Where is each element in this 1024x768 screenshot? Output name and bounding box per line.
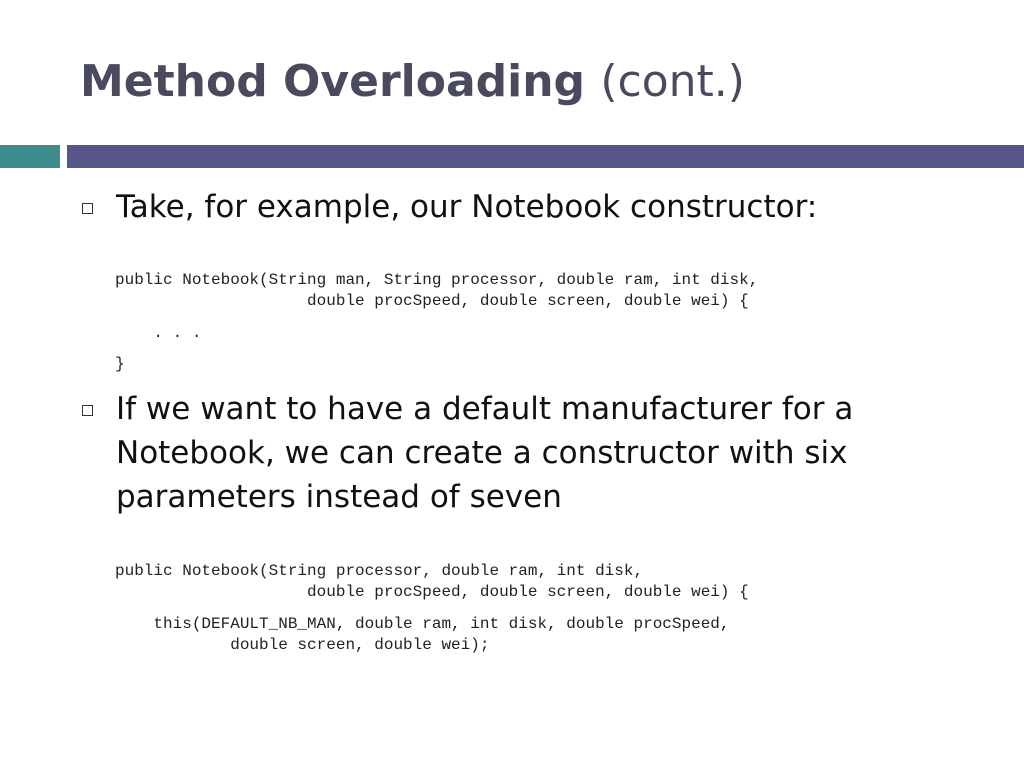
- title-accent-bar-teal: [0, 145, 60, 168]
- code-block-1-closing: }: [115, 355, 125, 373]
- code-block-2-body-line-2: double screen, double wei);: [115, 636, 490, 654]
- slide-title-main: Method Overloading: [80, 56, 586, 107]
- hollow-square-bullet-icon: [82, 405, 93, 416]
- hollow-square-bullet-icon: [82, 203, 93, 214]
- title-accent-bar-purple: [67, 145, 1024, 168]
- code-block-1-signature-line-2: double procSpeed, double screen, double wei) {: [115, 292, 749, 310]
- code-block-2-signature-line-1: public Notebook(String processor, double ram, int disk,: [115, 562, 644, 580]
- code-block-2-signature-line-2: double procSpeed, double screen, double wei) {: [115, 583, 749, 601]
- code-block-1-signature-line-1: public Notebook(String man, String processor, double ram, int disk,: [115, 271, 759, 289]
- slide-title: [80, 50, 745, 114]
- bullet-text-2: If we want to have a default manufacturer for a Notebook, we can create a constructor with six parameters instead of seven: [116, 391, 854, 515]
- code-block-1-body: . . .: [115, 324, 202, 342]
- slide-title-suffix: (cont.): [600, 56, 745, 107]
- bullet-text-1: Take, for example, our Notebook constructor:: [116, 189, 818, 225]
- code-block-2-body-line-1: this(DEFAULT_NB_MAN, double ram, int disk, double procSpeed,: [115, 615, 730, 633]
